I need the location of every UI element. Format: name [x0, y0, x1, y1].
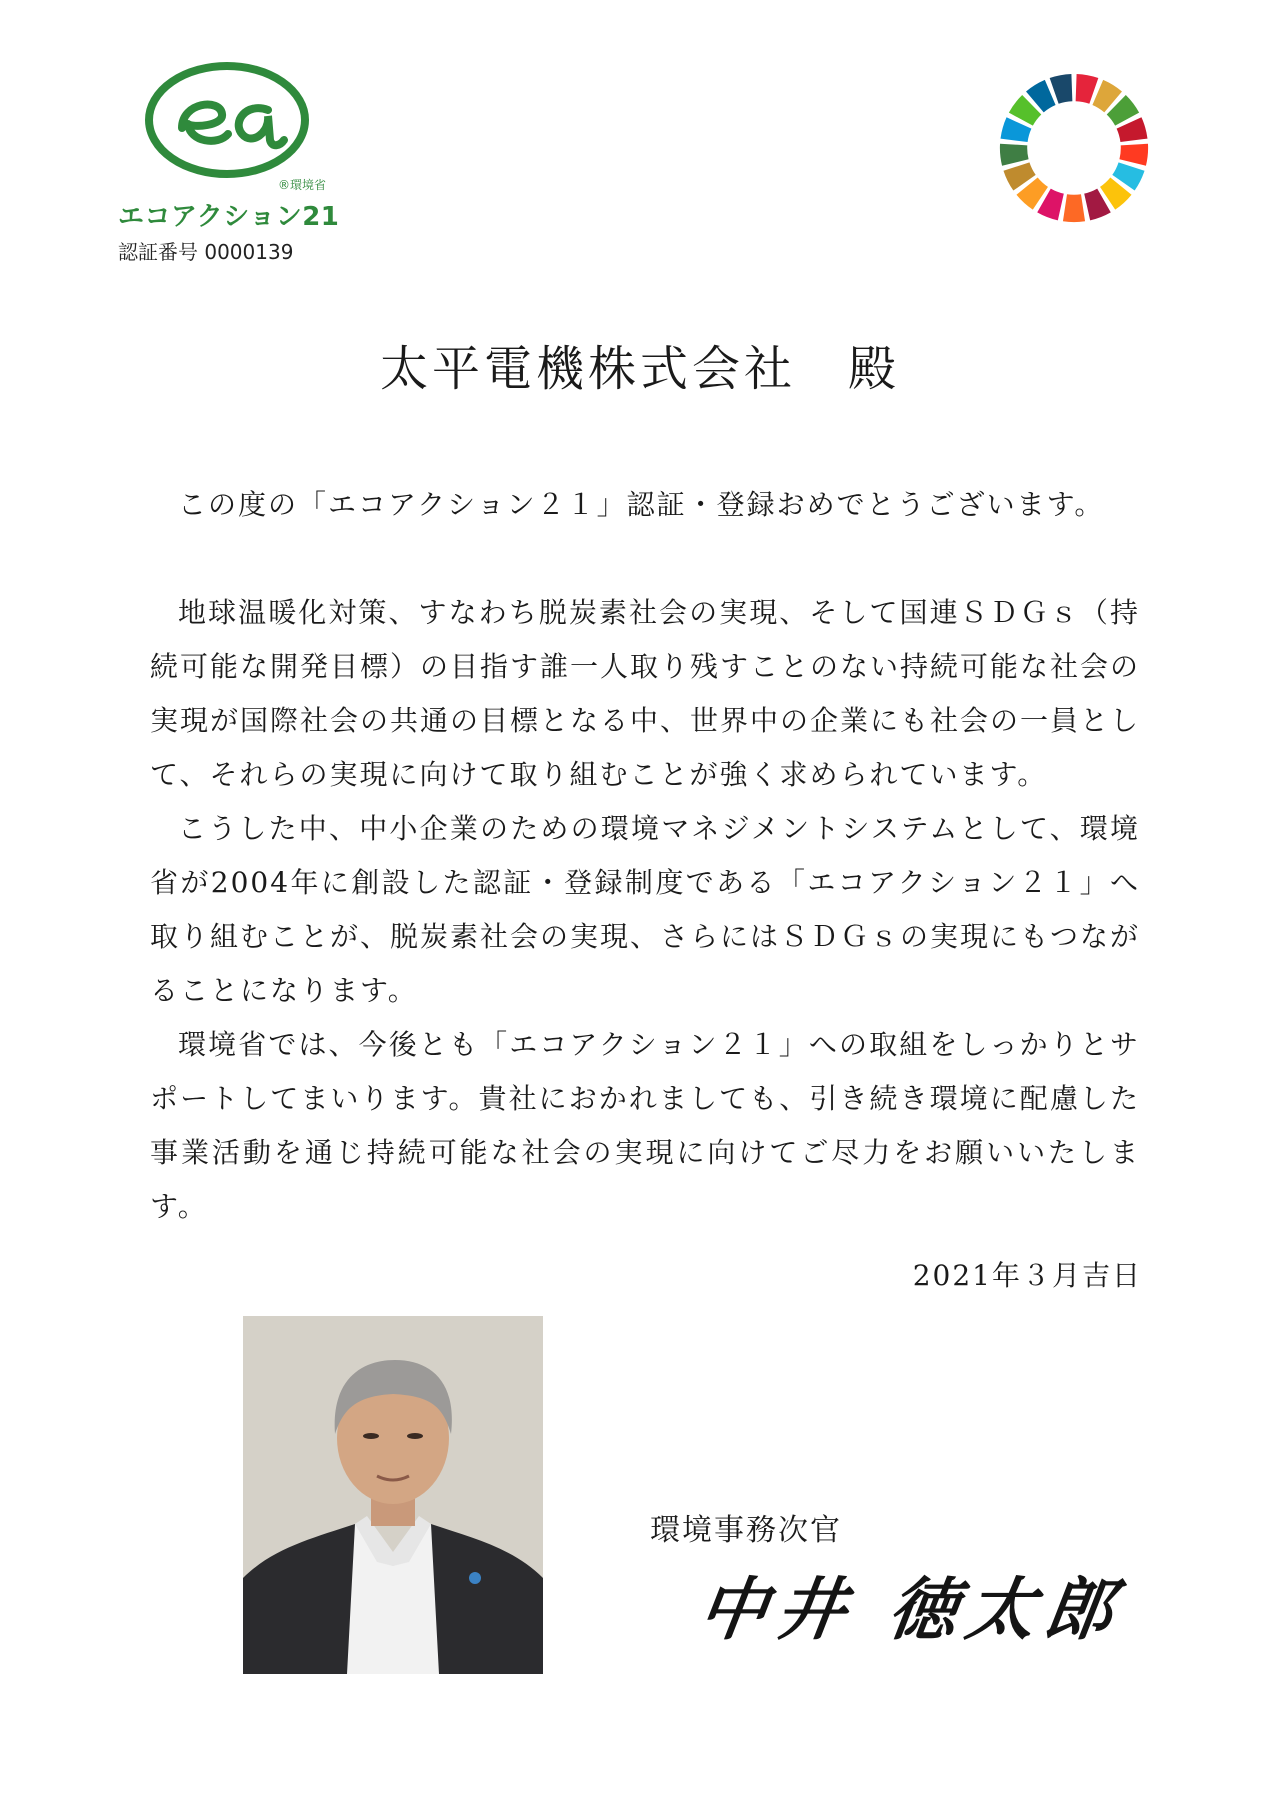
sdg-segment	[1119, 144, 1148, 166]
portrait-photo	[243, 1316, 543, 1674]
signature: 中井 徳太郎	[693, 1570, 1129, 1650]
sdgs-wheel-icon	[996, 70, 1152, 226]
paragraph-1: 地球温暖化対策、すなわち脱炭素社会の実現、そして国連ＳＤＧｓ（持続可能な開発目標）の目指す誰一人取り残すことのない持続可能な社会の実現が国際社会の共通の目標となる中、世界中の企業にも社会の一員として、それらの実現に向けて取り組むことが強く求められています。	[150, 596, 1141, 791]
greeting-line: この度の「エコアクション２１」認証・登録おめでとうございます。	[178, 488, 1105, 521]
certification-number: 認証番号 0000139	[118, 240, 294, 264]
sdg-segment	[1063, 194, 1085, 222]
letter-date: 2021年３月吉日	[912, 1259, 1142, 1292]
addressee: 太平電機株式会社 殿	[379, 341, 900, 397]
paragraph-2: こうした中、中小企業のための環境マネジメントシステムとして、環境省が2004年に創設した認証・登録制度である「エコアクション２１」へ取り組むことが、脱炭素社会の実現、さらにはＳＤＧｓの実現にもつながることになります。	[150, 812, 1141, 1007]
logo-brand-name: エコアクション21	[118, 202, 340, 232]
letter-body	[150, 478, 1140, 1234]
signer-title: 環境事務次官	[650, 1513, 842, 1548]
logo-registered-mark: ®環境省	[278, 178, 327, 192]
ea-mark-icon	[142, 62, 312, 182]
sdg-segment	[1000, 144, 1029, 166]
paragraph-3: 環境省では、今後とも「エコアクション２１」への取組をしっかりとサポートしてまいります。貴社におかれましても、引き続き環境に配慮した事業活動を通じ持続可能な社会の実現に向けてご尽力をお願いいたします。	[150, 1028, 1140, 1223]
